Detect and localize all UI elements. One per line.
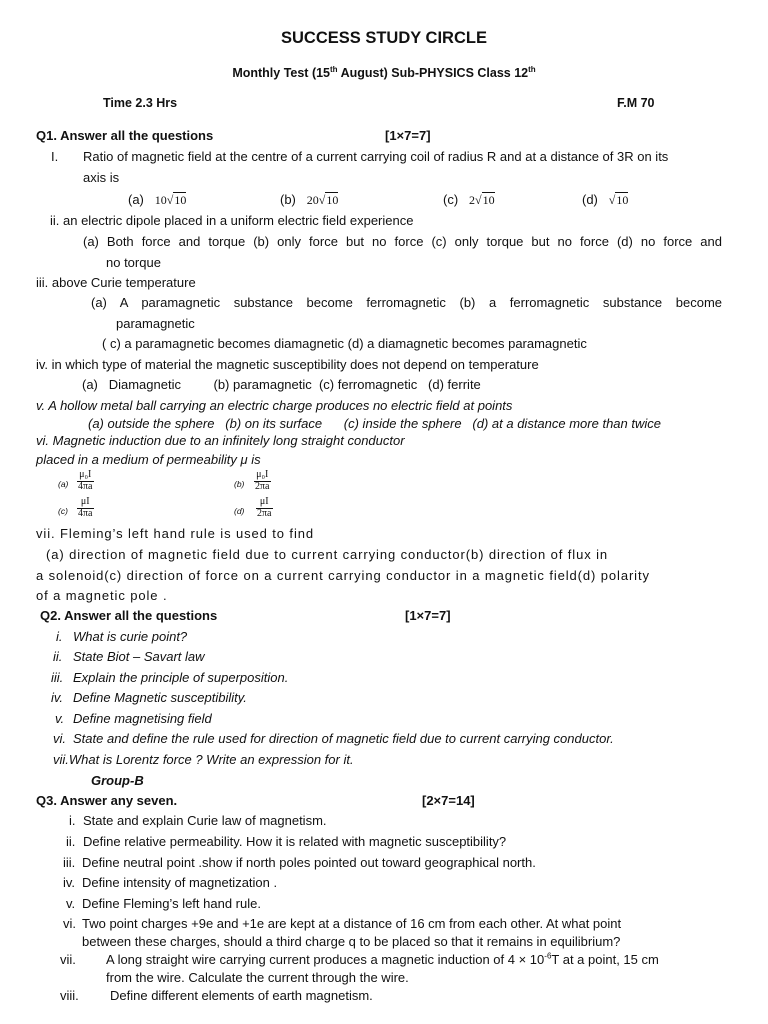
q1-vi-option-a-fraction: μ₀I 4πa xyxy=(78,469,93,492)
q1-vi-option-a-label: (a) xyxy=(58,479,69,489)
q3-item-cont: between these charges, should a third charge q to be placed so that it remains in equilibrium? xyxy=(82,934,621,949)
q1-vi-option-d-label: (d) xyxy=(234,506,245,516)
q1-vi-option-d-fraction: μI 2πa xyxy=(257,496,272,519)
q3-marks: [2×7=14] xyxy=(422,793,475,808)
q1-iv-options: (a) Diamagnetic (b) paramagnetic (c) ferromagnetic (d) ferrite xyxy=(82,377,481,392)
q3-item: iii. Define neutral point .show if north poles pointed out toward geographical north. xyxy=(63,855,536,870)
q2-item: ii. State Biot – Savart law xyxy=(53,649,205,664)
q2-item: vi. State and define the rule used for direction of magnetic field due to current carrying conductor. xyxy=(53,731,614,746)
q1-i-option-d: (d) √10 xyxy=(582,192,629,207)
q3-item: viii. Define different elements of earth magnetism. xyxy=(60,988,373,1003)
q1-vi-option-c-label: (c) xyxy=(58,506,68,516)
q1-heading: Q1. Answer all the questions xyxy=(36,128,214,143)
q3-item: vi. Two point charges +9e and +1e are kept at a distance of 16 cm from each other. At what point xyxy=(63,916,622,931)
q1-vii-options-cont: a solenoid(c) direction of force on a current carrying conductor in a magnetic field(d) polarity xyxy=(36,568,650,583)
q1-vii-options: (a) direction of magnetic field due to current carrying conductor(b) direction of flux in xyxy=(46,547,609,562)
q1-i-text: Ratio of magnetic field at the centre of a current carrying coil of radius R and at a distance of 3R on its xyxy=(83,149,669,164)
q1-iii-options: (a) A paramagnetic substance become ferromagnetic (b) a ferromagnetic substance become xyxy=(91,295,722,310)
q1-vii-options-end: of a magnetic pole . xyxy=(36,588,168,603)
q3-item-cont: from the wire. Calculate the current through the wire. xyxy=(106,970,409,985)
q2-marks: [1×7=7] xyxy=(405,608,451,623)
q1-vi-option-b-fraction: μ₀I 2πa xyxy=(255,469,270,492)
q1-i-option-a: (a) 10√10 xyxy=(128,192,187,207)
page-title: SUCCESS STUDY CIRCLE xyxy=(281,29,487,47)
q1-vi-option-b-label: (b) xyxy=(234,479,245,489)
q1-iii-text: iii. above Curie temperature xyxy=(36,275,196,290)
q1-vi-option-c-fraction: μI 4πa xyxy=(78,496,93,519)
q2-item: iii. Explain the principle of superposition. xyxy=(51,670,289,685)
q1-iii-options-cont: paramagnetic xyxy=(116,316,195,331)
q3-item: ii. Define relative permeability. How it is related with magnetic susceptibility? xyxy=(66,834,507,849)
q2-item: iv. Define Magnetic susceptibility. xyxy=(51,690,247,705)
q1-v-text: v. A hollow metal ball carrying an electric charge produces no electric field at points xyxy=(36,398,513,413)
q1-i-option-c: (c) 2√10 xyxy=(443,192,495,207)
q1-i-number: I. xyxy=(51,149,59,164)
q3-item: v. Define Fleming’s left hand rule. xyxy=(66,896,261,911)
q3-item: iv. Define intensity of magnetization . xyxy=(63,875,278,890)
q1-i-option-b: (b) 20√10 xyxy=(280,192,339,207)
q2-item: vii.What is Lorentz force ? Write an expression for it. xyxy=(53,752,354,767)
test-subtitle: Monthly Test (15th August) Sub-PHYSICS Class 12th xyxy=(232,64,536,80)
q1-iv-text: iv. in which type of material the magnetic susceptibility does not depend on temperature xyxy=(36,357,539,372)
q1-ii-options: (a) Both force and torque (b) only force but no force (c) only torque but no force (d) no force and xyxy=(83,234,722,249)
q1-iii-options-cd: ( c) a paramagnetic becomes diamagnetic (d) a diamagnetic becomes paramagnetic xyxy=(102,336,587,351)
q2-heading: Q2. Answer all the questions xyxy=(40,608,218,623)
q1-v-options: (a) outside the sphere (b) on its surface (c) inside the sphere (d) at a distance more than twice xyxy=(88,416,661,431)
q2-item: i. What is curie point? xyxy=(56,629,188,644)
q3-heading: Q3. Answer any seven. xyxy=(36,793,178,808)
q1-ii-options-cont: no torque xyxy=(106,255,161,270)
q3-item: vii. A long straight wire carrying current produces a magnetic induction of $4 \times 10^{-6}T$ at a point, 15 cm xyxy=(60,951,659,967)
q1-ii-text: ii. an electric dipole placed in a uniform electric field experience xyxy=(50,213,414,228)
q1-vi-text: vi. Magnetic induction due to an infinitely long straight conductor xyxy=(36,433,405,448)
full-marks: F.M 70 xyxy=(617,96,655,110)
q1-vii-text: vii. Fleming’s left hand rule is used to find xyxy=(36,526,314,541)
q3-item: i. State and explain Curie law of magnetism. xyxy=(69,813,327,828)
q1-vi-text-cont: placed in a medium of permeability μ is xyxy=(36,452,261,467)
q2-item: v. Define magnetising field xyxy=(55,711,212,726)
time-allowed: Time 2.3 Hrs xyxy=(103,96,178,110)
q1-marks: [1×7=7] xyxy=(385,128,431,143)
group-b-heading: Group-B xyxy=(91,773,144,788)
q1-i-text-cont: axis is xyxy=(83,170,120,185)
